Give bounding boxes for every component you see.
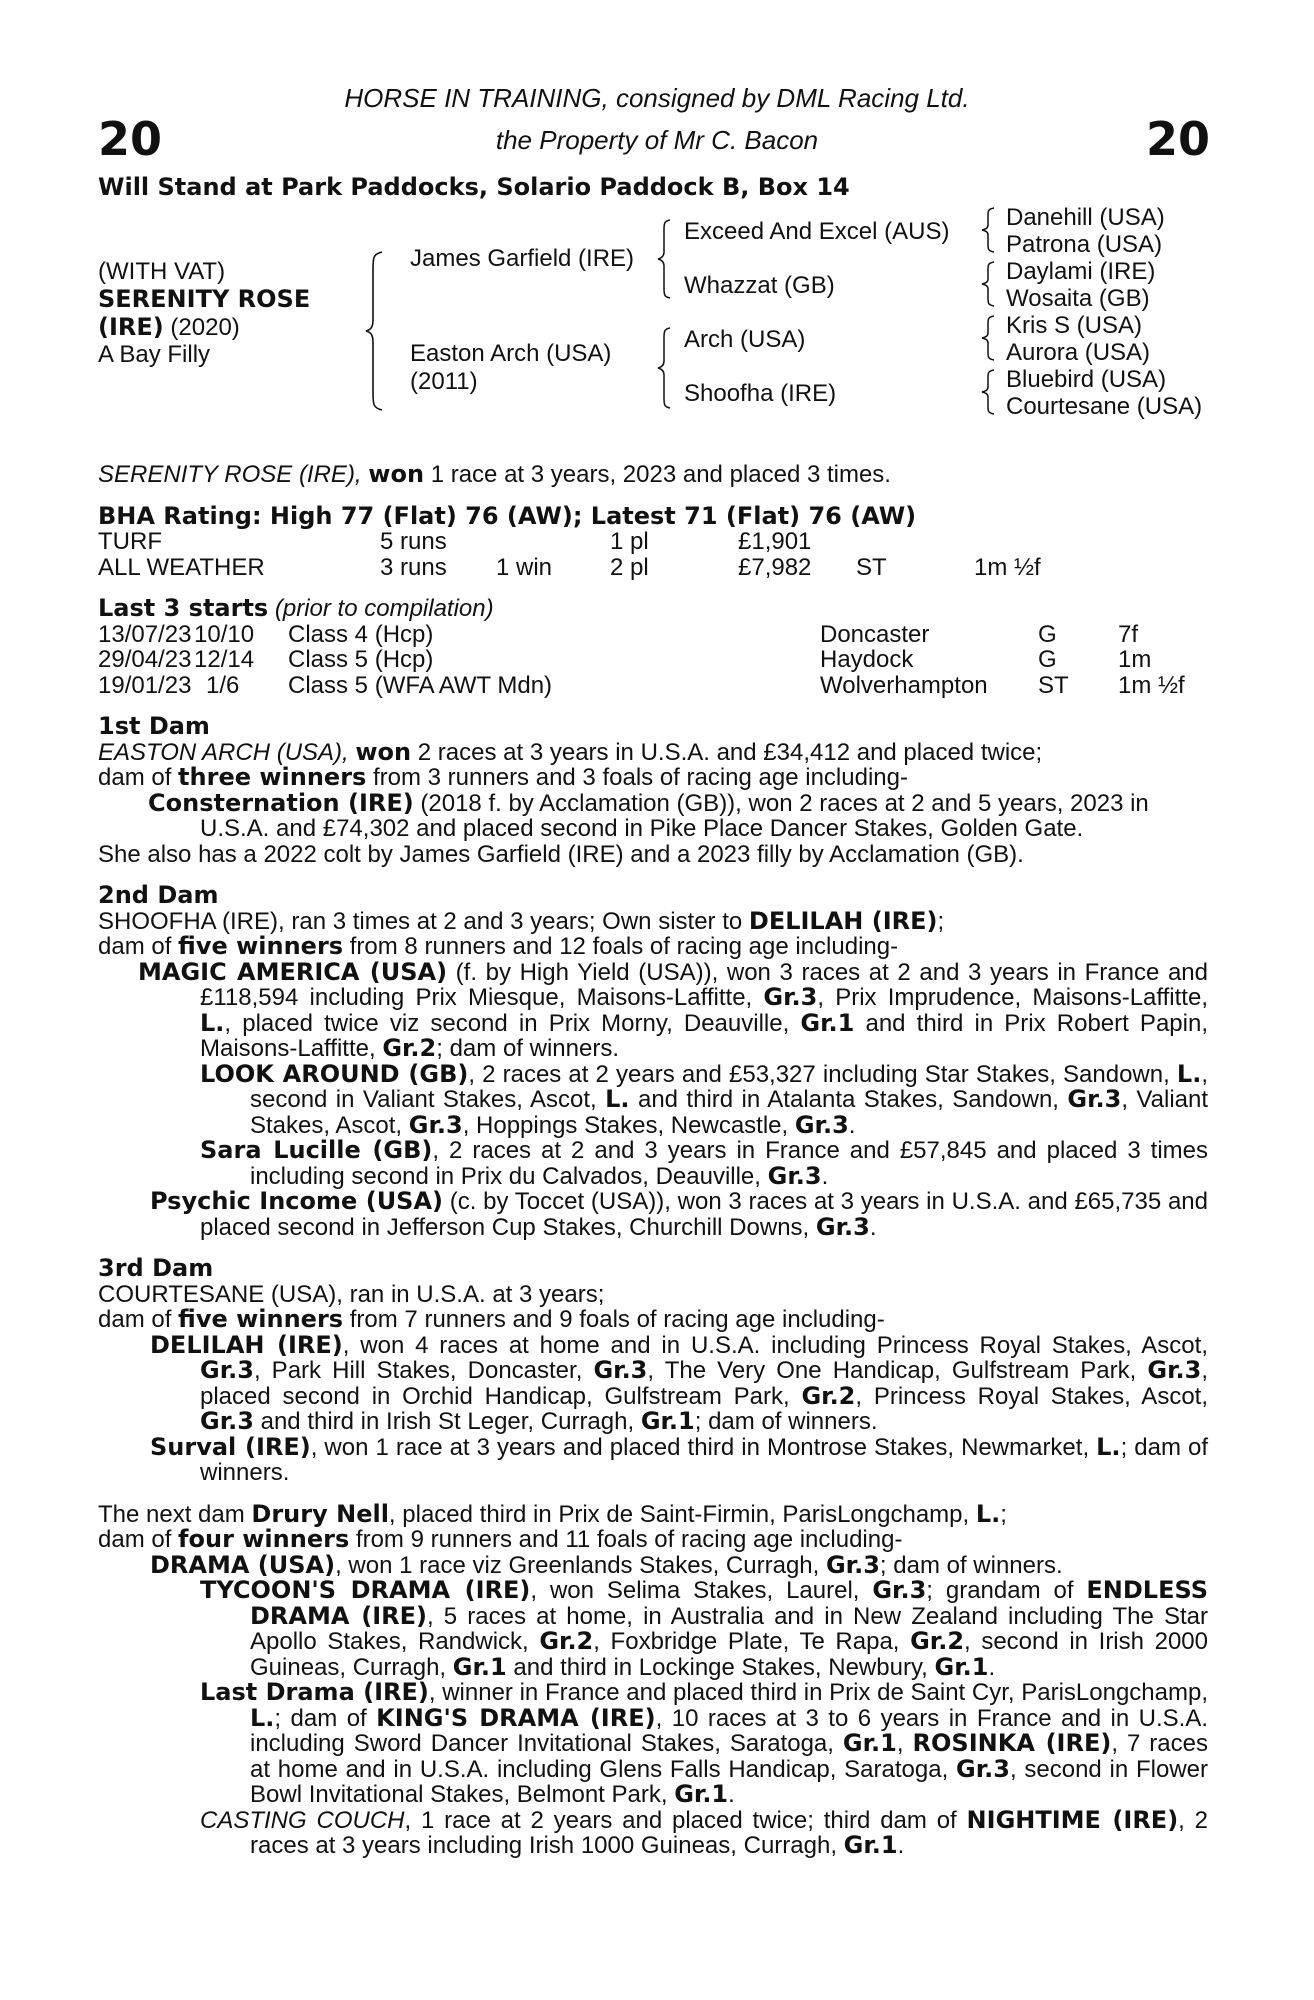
last-drama-entry: Last Drama (IRE), winner in France and placed third in Prix de Saint Cyr, ParisLongchamp, L.; dam of KING'S DRAMA (IRE), 10 races at 3 to 6 years in France and in U.S.A. including Sword Dancer Invitational Stakes, Saratoga, Gr.1, ROSINKA (IRE), 7 races at home and in U.S.A. including Glens Falls Handicap, Saratoga, Gr.3, second in Flower Bowl Invitational Stakes, Belmont Park, Gr.1. <box>200 1678 1209 1808</box>
second-dam-produce: dam of five winners from 8 runners and 12 foals of racing age including- <box>98 932 899 960</box>
bha-rating: BHA Rating: High 77 (Flat) 76 (AW); Latest 71 (Flat) 76 (AW) <box>98 501 917 530</box>
ped-courtesane: Courtesane (USA) <box>1006 393 1203 420</box>
magic-america-entry: MAGIC AMERICA (USA) (f. by High Yield (USA)), won 3 races at 2 and 3 years in France and £118,594 including Prix Miesque, Maisons-Laffitte, Gr.3, Prix Imprudence, Maisons-Laffitte, L., placed twice viz second in Prix Morny, Deauville, Gr.1 and third in Prix Robert Papin, Maisons-Laffitte, Gr.2; dam of winners. <box>138 957 1208 1062</box>
delilah-entry: DELILAH (IRE), won 4 races at home and in U.S.A. including Princess Royal Stakes, Ascot, Gr.3, Park Hill Stakes, Doncaster, Gr.3, The Very One Handicap, Gulfstream Park, Gr.3, placed second in Orchid Handicap, Gulfstream Park, Gr.2, Princess Royal Stakes, Ascot, Gr.3 and third in Irish St Leger, Curragh, Gr.1; dam of winners. <box>150 1330 1209 1435</box>
ped-wosaita: Wosaita (GB) <box>1006 285 1150 312</box>
sara-lucille-entry: Sara Lucille (GB), 2 races at 2 and 3 years in France and £57,845 and placed 3 times including second in Prix du Calvados, Deauville, Gr.3. <box>200 1136 1209 1190</box>
dam-name: Easton Arch (USA) <box>410 340 612 367</box>
second-dam-line: SHOOFHA (IRE), ran 3 times at 2 and 3 years; Own sister to DELILAH (IRE); <box>98 906 945 935</box>
look-around-entry: LOOK AROUND (GB), 2 races at 2 years and £53,327 including Star Stakes, Sandown, L., second in Valiant Stakes, Ascot, L. and third in Atalanta Stakes, Sandown, Gr.3, Valiant Stakes, Ascot, Gr.3, Hoppings Stakes, Newcastle, Gr.3. <box>200 1059 1209 1139</box>
first-dam-produce: dam of three winners from 3 runners and 3 foals of racing age including- <box>98 763 908 791</box>
pedigree-brace-4b <box>980 260 996 308</box>
first-dam-line: EASTON ARCH (USA), won 2 races at 3 years in U.S.A. and £34,412 and placed twice; <box>98 737 1043 766</box>
sire-name: James Garfield (IRE) <box>410 245 635 272</box>
first-dam-heading: 1st Dam <box>98 712 210 740</box>
rating-row-turf: TURF 5 runs 1 pl £1,901 <box>98 528 812 555</box>
surval-entry: Surval (IRE), won 1 race at 3 years and placed third in Montrose Stakes, Newmarket, L.; dam of winners. <box>150 1432 1208 1486</box>
start-row: 13/07/23 10/10 Class 4 (Hcp) Doncaster G 7f <box>98 620 1139 648</box>
pedigree-brace-sire <box>656 218 672 300</box>
next-dam-produce: dam of four winners from 9 runners and 11 foals of racing age including- <box>98 1525 903 1553</box>
stand-location: Will Stand at Park Paddocks, Solario Paddock B, Box 14 <box>98 173 850 201</box>
consignor-line: HORSE IN TRAINING, consigned by DML Racing Ltd. <box>344 83 970 113</box>
first-dam-note: She also has a 2022 colt by James Garfield (IRE) and a 2023 filly by Acclamation (GB). <box>98 840 1024 868</box>
third-dam-line: COURTESANE (USA), ran in U.S.A. at 3 years; <box>98 1280 605 1308</box>
consternation-entry: Consternation (IRE) (2018 f. by Acclamation (GB)), won 2 races at 2 and 5 years, 2023 in U.S.A. and £74,302 and placed second in Pike Place Dancer Stakes, Golden Gate. <box>148 788 1149 842</box>
pedigree-brace-dam <box>656 326 672 410</box>
property-line: the Property of Mr C. Bacon <box>495 125 819 155</box>
ped-bluebird: Bluebird (USA) <box>1006 366 1167 393</box>
vat-note: (WITH VAT) <box>98 258 226 285</box>
horse-name: SERENITY ROSE <box>98 285 311 313</box>
sire-dam: Whazzat (GB) <box>684 272 835 299</box>
next-dam-line: The next dam Drury Nell, placed third in Prix de Saint-Firmin, ParisLongchamp, L.; <box>98 1499 1007 1528</box>
second-dam-heading: 2nd Dam <box>98 881 219 909</box>
casting-couch-entry: CASTING COUCH, 1 race at 2 years and placed twice; third dam of NIGHTIME (IRE), 2 races at 3 years including Irish 1000 Guineas, Curragh, Gr.1. <box>200 1805 1209 1859</box>
third-dam-heading: 3rd Dam <box>98 1254 214 1282</box>
sire-sire: Exceed And Excel (AUS) <box>684 218 950 245</box>
ped-daylami: Daylami (IRE) <box>1006 258 1156 285</box>
dam-year: (2011) <box>410 368 478 395</box>
start-row: 19/01/23 1/6 Class 5 (WFA AWT Mdn) Wolverhampton ST 1m ½f <box>98 671 1185 699</box>
ped-kris-s: Kris S (USA) <box>1006 312 1143 339</box>
ped-danehill: Danehill (USA) <box>1006 204 1165 231</box>
horse-year: (2020) <box>163 314 240 341</box>
dam-sire: Arch (USA) <box>684 326 806 353</box>
horse-name-line2 <box>98 313 240 342</box>
start-row: 29/04/23 12/14 Class 5 (Hcp) Haydock G 1m <box>98 646 1152 673</box>
pedigree-brace-4c <box>980 314 996 362</box>
pedigree-brace-4a <box>980 206 996 254</box>
tycoons-drama-entry: TYCOON'S DRAMA (IRE), won Selima Stakes, Laurel, Gr.3; grandam of ENDLESS DRAMA (IRE), 5 races at home, in Australia and in New Zealand including The Star Apollo Stakes, Randwick, Gr.2, Foxbridge Plate, Te Rapa, Gr.2, second in Irish 2000 Guineas, Curragh, Gr.1 and third in Lockinge Stakes, Newbury, Gr.1. <box>200 1576 1209 1681</box>
race-summary: SERENITY ROSE (IRE), won 1 race at 3 years, 2023 and placed 3 times. <box>98 460 891 488</box>
horse-country: (IRE) <box>98 313 164 341</box>
horse-description: A Bay Filly <box>98 341 211 368</box>
pedigree-brace-4d <box>980 368 996 416</box>
lot-number-left: 20 <box>98 112 163 166</box>
pedigree-brace-main <box>364 250 386 412</box>
psychic-income-entry: Psychic Income (USA) (c. by Toccet (USA)), won 3 races at 3 years in U.S.A. and £65,735 and placed second in Jefferson Cup Stakes, Churchill Downs, Gr.3. <box>150 1187 1208 1241</box>
drama-entry: DRAMA (USA), won 1 race viz Greenlands Stakes, Curragh, Gr.3; dam of winners. <box>150 1550 1063 1579</box>
last-starts-heading: Last 3 starts (prior to compilation) <box>98 594 494 622</box>
ped-aurora: Aurora (USA) <box>1006 339 1151 366</box>
dam-dam: Shoofha (IRE) <box>684 380 837 407</box>
catalogue-body <box>98 462 1208 1859</box>
rating-row-all-weather: ALL WEATHER 3 runs 1 win 2 pl £7,982 ST 1m ½f <box>98 553 1041 581</box>
ped-patrona: Patrona (USA) <box>1006 231 1163 258</box>
third-dam-produce: dam of five winners from 7 runners and 9 foals of racing age including- <box>98 1305 885 1333</box>
lot-number-right: 20 <box>1145 112 1210 166</box>
